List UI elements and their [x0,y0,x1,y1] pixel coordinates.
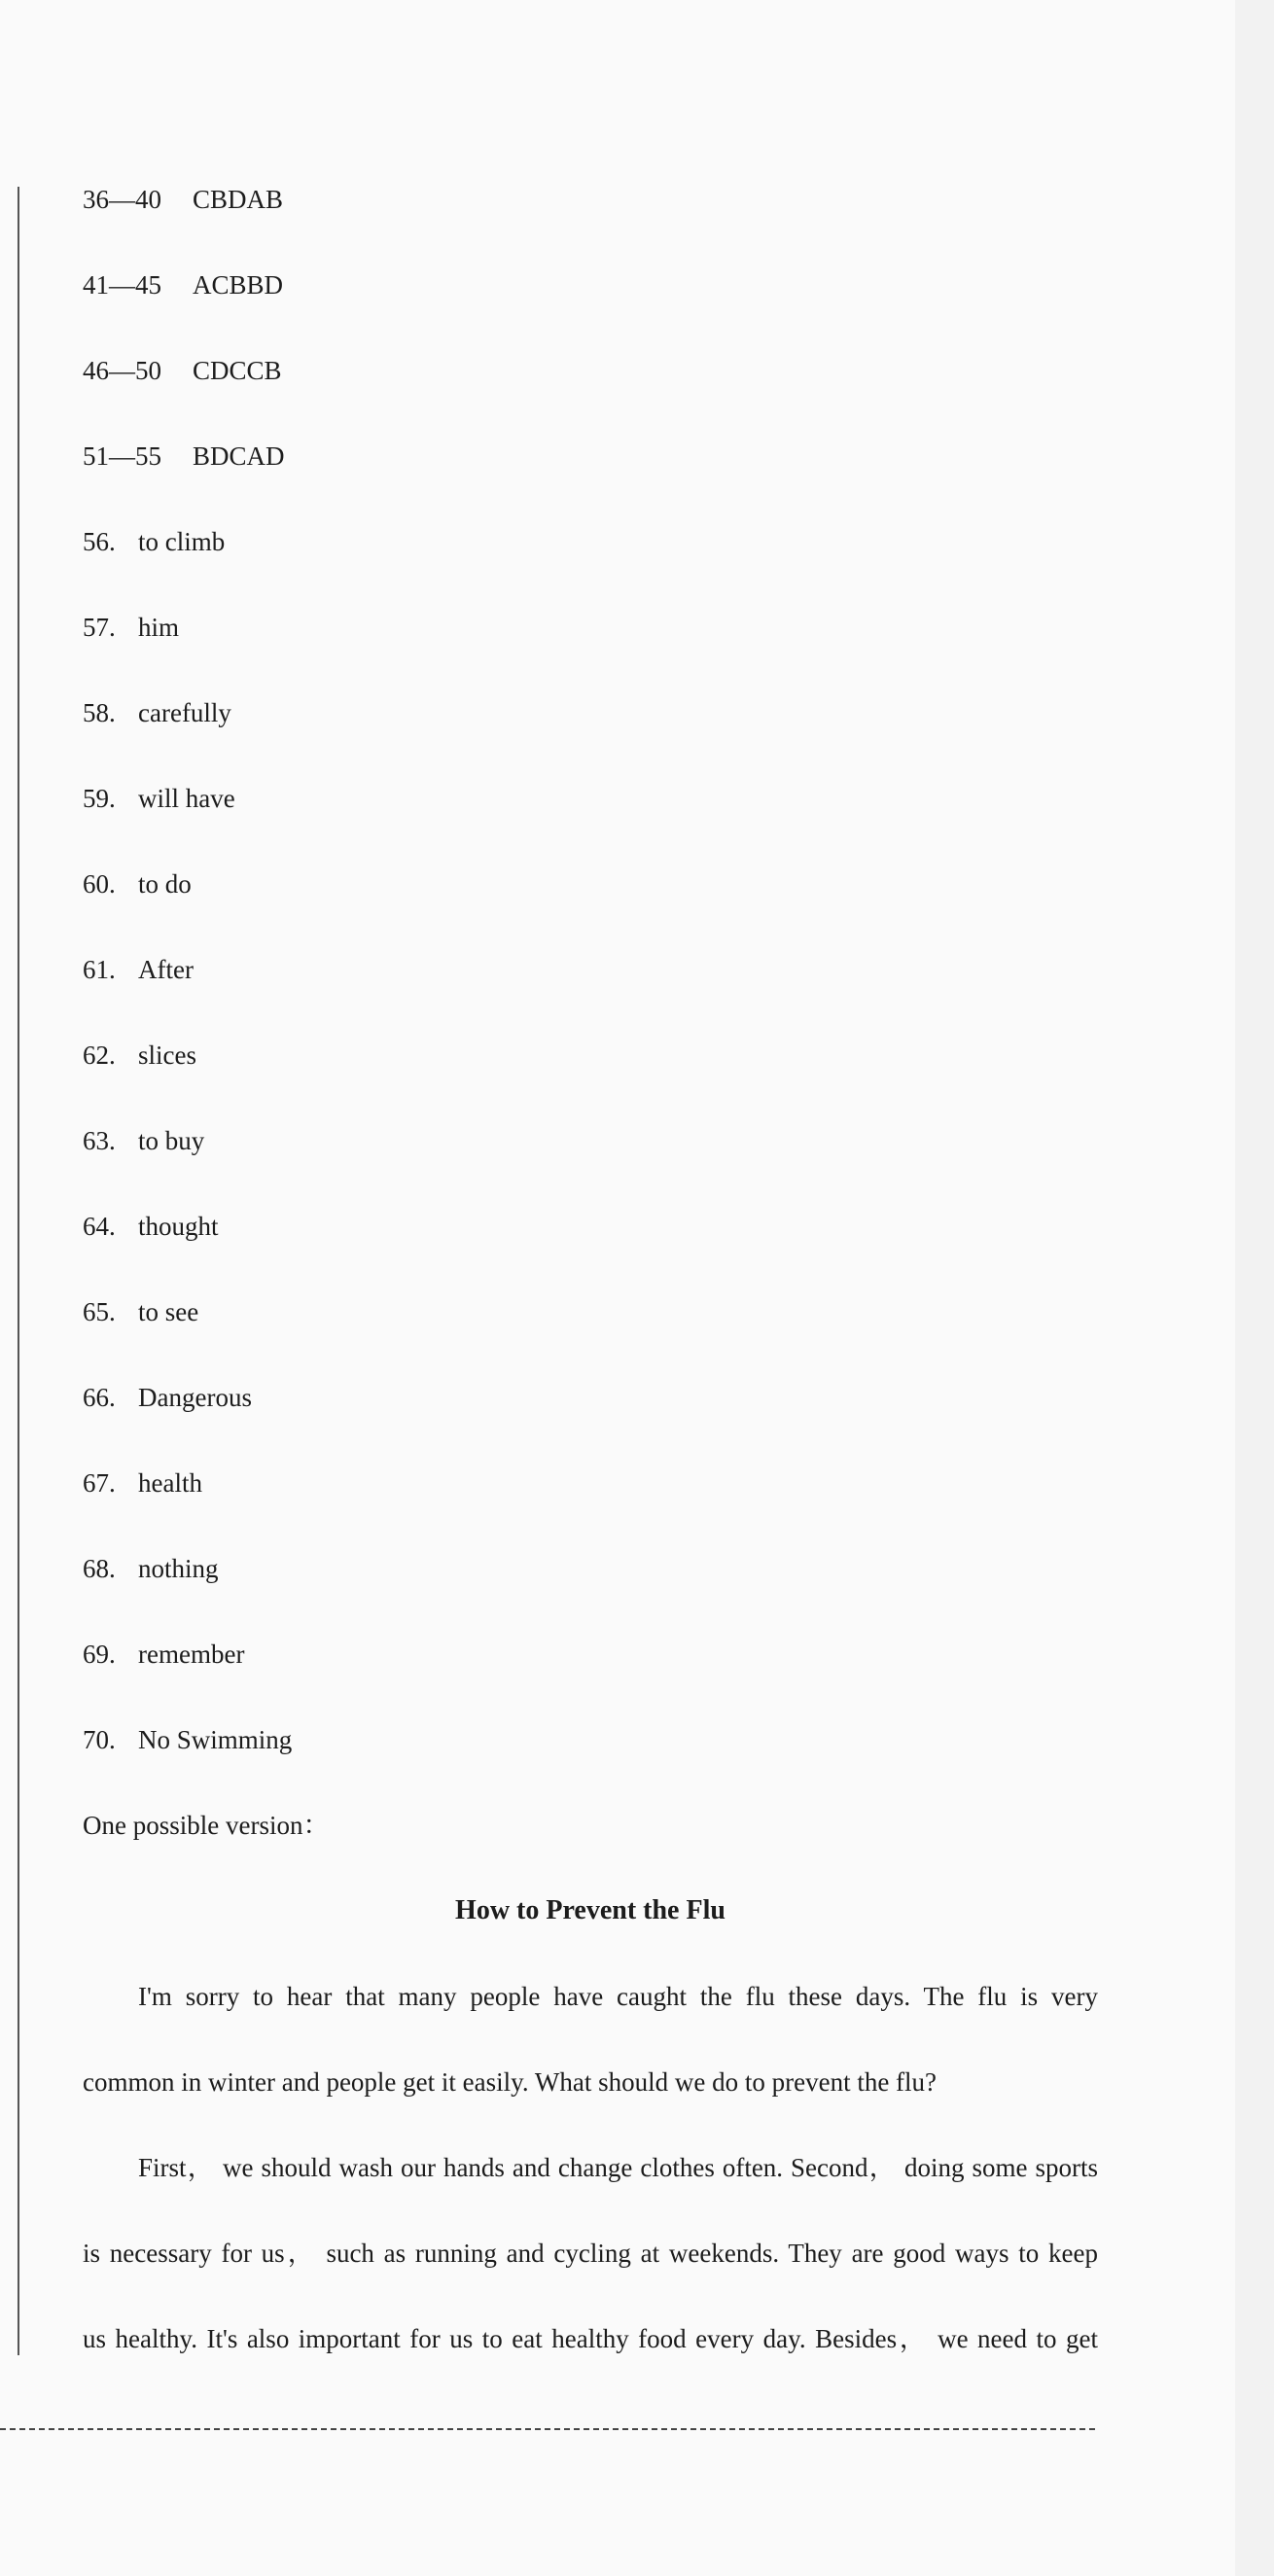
answer-letters: CDCCB [193,356,282,385]
answer-letters: CBDAB [193,185,284,214]
question-range: 41—45 [83,270,161,300]
question-number: 69. [83,1640,116,1669]
question-number: 67. [83,1468,116,1498]
answer-item-row [83,1467,202,1499]
question-number: 64. [83,1212,116,1241]
answer-text: thought [138,1212,219,1241]
answer-text: will have [138,784,235,813]
question-range: 36—40 [83,185,161,214]
essay-line: is necessary for us， such as running and cycling at weekends. They are good ways to keep [83,2239,1098,2268]
answer-text: No Swimming [138,1725,293,1754]
answer-item-row [83,1211,219,1242]
question-number: 56. [83,527,116,556]
answer-range-row [83,269,283,300]
answer-item-row [83,1553,219,1584]
answer-item-row [83,954,194,985]
question-number: 62. [83,1041,116,1070]
essay-line: I'm sorry to hear that many people have caught the flu these days. The flu is very [138,1982,1098,2011]
answer-item-row [83,783,235,814]
question-number: 59. [83,784,116,813]
answer-item-row [83,1724,292,1755]
answer-item-row [83,526,225,557]
question-number: 58. [83,698,116,727]
answer-item-row [83,612,179,643]
answer-item-row [83,1125,204,1156]
answer-text: to do [138,869,192,899]
essay-line: First， we should wash our hands and change clothes often. Second， doing some sports [138,2153,1098,2182]
answer-text: carefully [138,698,231,727]
answer-text: to climb [138,527,226,556]
answer-text: Dangerous [138,1383,252,1412]
answer-range-row [83,355,282,386]
answer-text: to see [138,1297,199,1326]
version-intro: One possible version： [83,1811,330,1840]
question-number: 70. [83,1725,116,1754]
cut-line-divider [0,2428,1095,2430]
question-number: 57. [83,613,116,642]
page-edge-shadow [1235,0,1274,2576]
answer-text: nothing [138,1554,219,1583]
question-number: 61. [83,955,116,984]
answer-range-row [83,184,283,215]
answer-item-row [83,1639,244,1670]
answer-text: remember [138,1640,245,1669]
answer-text: health [138,1468,202,1498]
essay-title: How to Prevent the Flu [455,1895,725,1925]
answer-range-row [83,441,285,472]
question-number: 68. [83,1554,116,1583]
question-number: 66. [83,1383,116,1412]
left-margin-rule [18,187,19,2355]
answer-letters: ACBBD [193,270,284,300]
answer-item-row [83,868,192,900]
answer-item-row [83,1040,196,1071]
answer-item-row [83,1296,198,1327]
question-range: 51—55 [83,441,161,471]
question-number: 63. [83,1126,116,1155]
answer-text: slices [138,1041,196,1070]
question-number: 65. [83,1297,116,1326]
essay-line: common in winter and people get it easily. What should we do to prevent the flu? [83,2067,938,2097]
answer-item-row [83,697,231,728]
answer-text: After [138,955,194,984]
question-number: 60. [83,869,116,899]
answer-item-row [83,1382,252,1413]
answer-letters: BDCAD [193,441,285,471]
question-range: 46—50 [83,356,161,385]
answer-text: him [138,613,180,642]
essay-line: us healthy. It's also important for us to eat healthy food every day. Besides， we need to get [83,2324,1098,2353]
answer-text: to buy [138,1126,205,1155]
